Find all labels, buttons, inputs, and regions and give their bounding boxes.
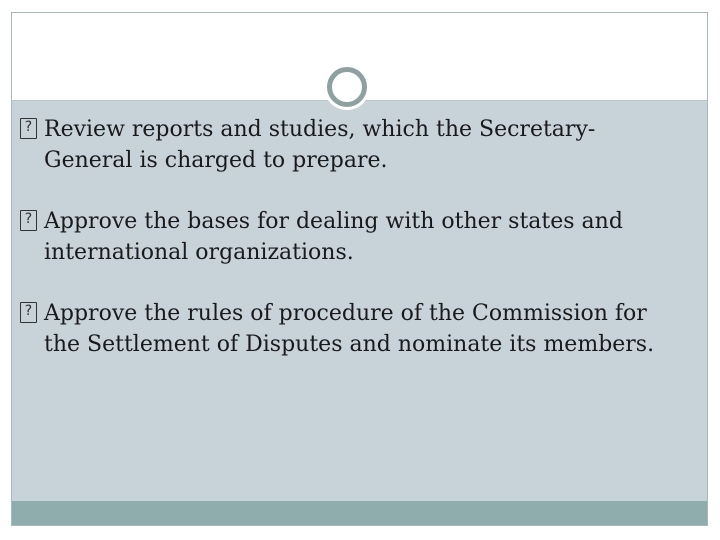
bullet-text: Review reports and studies, which the Secretary-General is charged to prepare. (44, 117, 596, 173)
bullet-text: Approve the rules of procedure of the Commission for the Settlement of Disputes and nominate its members. (44, 301, 655, 357)
missing-glyph-bullet-icon: ? (20, 210, 37, 231)
circle-ornament-icon (327, 67, 367, 107)
bullet-item (18, 298, 678, 360)
footer-bar (12, 501, 707, 525)
bullet-list (18, 114, 678, 390)
bullet-text: Approve the bases for dealing with other states and international organizations. (44, 209, 623, 265)
missing-glyph-bullet-icon: ? (20, 118, 37, 139)
bullet-item (18, 206, 678, 268)
bullet-item (18, 114, 678, 176)
missing-glyph-bullet-icon: ? (20, 302, 37, 323)
